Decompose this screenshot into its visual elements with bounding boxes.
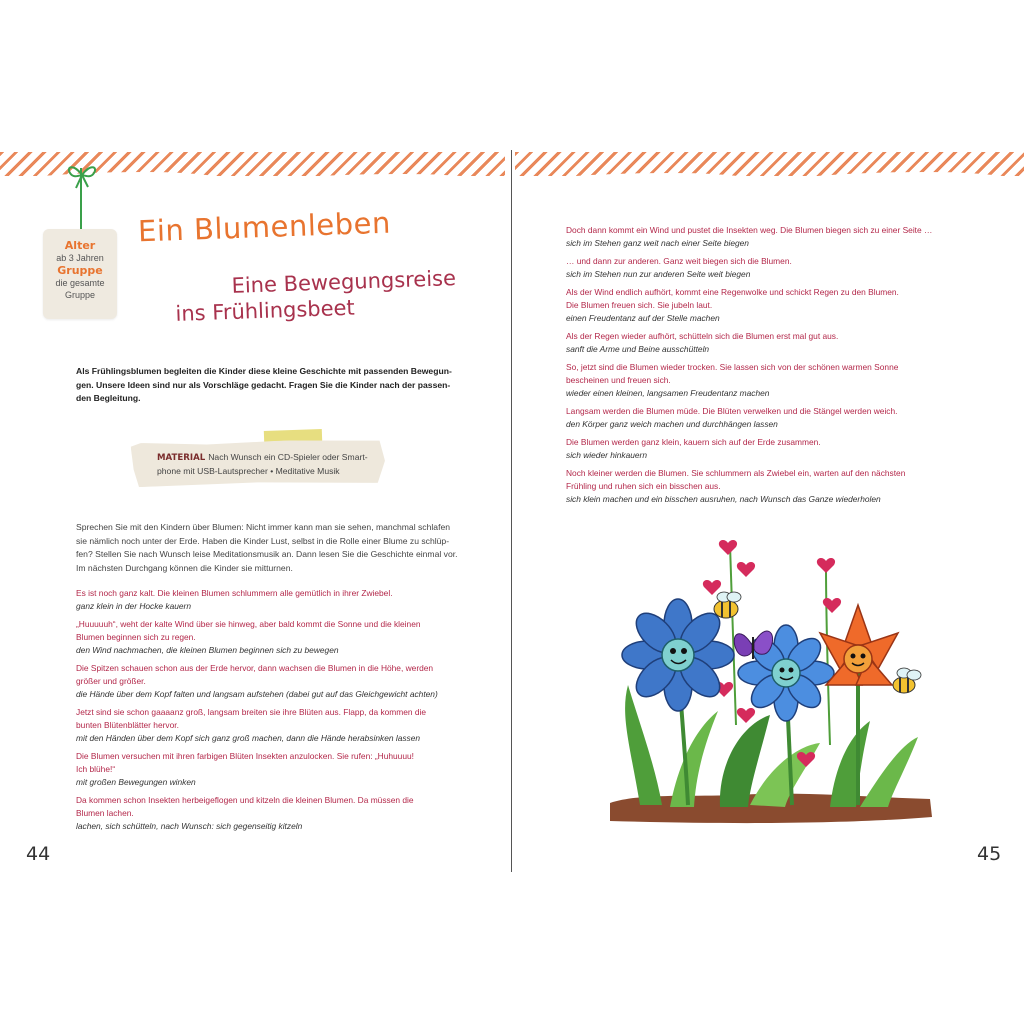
story-text: … und dann zur anderen. Ganz weit biegen sich die Blumen. — [566, 256, 792, 266]
age-value: ab 3 Jahren — [56, 253, 104, 263]
movement-instruction: mit den Händen über dem Kopf sich ganz groß machen, dann die Hände herabsinken lassen — [76, 733, 421, 743]
movement-instruction: lachen, sich schütteln, nach Wunsch: sich gegenseitig kitzeln — [76, 821, 303, 831]
story-text: Es ist noch ganz kalt. Die kleinen Blumen schlummern alle gemütlich in ihrer Zwiebel. — [76, 588, 393, 598]
story-text: Die Blumen versuchen mit ihren farbigen Blüten Insekten anzulocken. Sie rufen: „Huhuuuu! — [76, 751, 414, 761]
movement-instruction: sich im Stehen ganz weit nach einer Seite biegen — [566, 238, 749, 248]
flower-illustration — [600, 525, 940, 830]
story-step — [566, 467, 966, 506]
material-text — [157, 451, 375, 477]
age-group-tag — [43, 229, 117, 319]
stem — [730, 545, 736, 725]
movement-instruction: den Wind nachmachen, die kleinen Blumen beginnen sich zu bewegen — [76, 645, 339, 655]
story-step — [566, 255, 966, 281]
story-column-left — [76, 587, 476, 838]
blue-flower — [622, 599, 734, 711]
group-value-line-1: die gesamte — [55, 278, 105, 288]
story-text: So, jetzt sind die Blumen wieder trocken. Sie lassen sich von der schönen warmen Sonne — [566, 362, 899, 372]
lead-line: Im nächsten Durchgang können die Kinder sie mitturnen. — [76, 562, 293, 573]
subtitle-line-1: Eine Bewegungsreise — [231, 266, 457, 298]
story-text: Jetzt sind sie schon gaaaanz groß, langsam breiten sie ihre Blüten aus. Flapp, da kommen die — [76, 707, 427, 717]
movement-instruction: den Körper ganz weich machen und durchhängen lassen — [566, 419, 778, 429]
story-step — [76, 794, 476, 833]
story-text: größer und größer. — [76, 676, 146, 686]
lead-line: sie nämlich noch unter der Erde. Haben die Kinder Lust, selbst in die Rolle einer Blume zu schlüp- — [76, 535, 450, 546]
leaf — [860, 737, 918, 807]
story-text: Die Blumen freuen sich. Sie jubeln laut. — [566, 300, 713, 310]
story-text: Die Spitzen schauen schon aus der Erde hervor, dann wachsen die Blumen in die Höhe, werden — [76, 663, 434, 673]
story-text: Doch dann kommt ein Wind und pustet die Insekten weg. Die Blumen biegen sich zu einer Seite … — [566, 225, 933, 235]
page-number-right: 45 — [977, 843, 1002, 865]
story-step — [566, 224, 966, 250]
page-gutter — [511, 150, 512, 872]
story-text: Ich blühe!“ — [76, 764, 116, 774]
intro-line: Als Frühlingsblumen begleiten die Kinder diese kleine Geschichte mit passenden Bewegun- — [76, 366, 452, 376]
story-text: bescheinen und freuen sich. — [566, 375, 671, 385]
story-text: Da kommen schon Insekten herbeigeflogen und kitzeln die kleinen Blumen. Da müssen die — [76, 795, 414, 805]
bow-icon — [64, 160, 100, 190]
leaf — [625, 685, 662, 805]
story-text: Als der Regen wieder aufhört, schütteln sich die Blumen erst mal gut aus. — [566, 331, 839, 341]
story-step — [566, 286, 966, 325]
bee-icon — [714, 592, 741, 618]
story-text: Blumen lachen. — [76, 808, 134, 818]
movement-instruction: sich im Stehen nun zur anderen Seite weit biegen — [566, 269, 751, 279]
movement-instruction: die Hände über dem Kopf falten und langsam aufstehen (dabei gut auf das Gleichgewicht achten) — [76, 689, 438, 699]
story-text: bunten Blütenblätter hervor. — [76, 720, 179, 730]
intro-paragraph — [76, 365, 468, 406]
story-column-right — [566, 224, 966, 511]
story-step — [566, 436, 966, 462]
page-number-left: 44 — [26, 843, 51, 865]
story-step — [566, 405, 966, 431]
group-heading: Gruppe — [57, 264, 103, 277]
leaf — [670, 711, 718, 807]
story-text: „Huuuuuh“, weht der kalte Wind über sie hinweg, aber bald kommt die Sonne und die kleinen — [76, 619, 421, 629]
story-step — [76, 706, 476, 745]
bee-icon — [893, 668, 921, 693]
lead-line: Sprechen Sie mit den Kindern über Blumen: Nicht immer kann man sie sehen, manchmal schlafen — [76, 522, 451, 532]
movement-instruction: sich wieder hinkauern — [566, 450, 648, 460]
story-text: Blumen beginnen sich zu regen. — [76, 632, 196, 642]
movement-instruction: mit großen Bewegungen winken — [76, 777, 196, 787]
lead-line: fen? Stellen Sie nach Wunsch leise Meditationsmusik an. Dann lesen Sie die Geschichte einmal vor. — [76, 549, 458, 559]
story-step — [76, 587, 476, 613]
page-title: Ein Blumenleben — [137, 205, 392, 249]
stripe-wave-edge — [230, 174, 520, 190]
group-value-line-2: Gruppe — [64, 290, 96, 300]
story-text: Die Blumen werden ganz klein, kauern sich auf der Erde zusammen. — [566, 437, 821, 447]
intro-line: den Begleitung. — [76, 393, 141, 403]
movement-instruction: einen Freudentanz auf der Stelle machen — [566, 313, 720, 323]
lead-paragraph — [76, 521, 468, 575]
intro-line: gen. Unsere Ideen sind nur als Vorschläge gedacht. Fragen Sie die Kinder nach der passen- — [76, 379, 451, 390]
material-line-2: phone mit USB-Lautsprecher • Meditative Musik — [157, 465, 340, 476]
material-label: MATERIAL — [157, 453, 206, 463]
story-step — [76, 618, 476, 657]
story-text: Als der Wind endlich aufhört, kommt eine Regenwolke und schickt Regen zu den Blumen. — [566, 287, 899, 297]
movement-instruction: wieder einen kleinen, langsamen Freudentanz machen — [566, 388, 770, 398]
material-line-1: Nach Wunsch ein CD-Spieler oder Smart- — [208, 452, 368, 462]
story-step — [76, 750, 476, 789]
age-heading: Alter — [64, 239, 96, 252]
stem — [826, 565, 830, 745]
subtitle-line-2: ins Frühlingsbeet — [175, 295, 356, 326]
story-step — [566, 330, 966, 356]
story-step — [76, 662, 476, 701]
story-step — [566, 361, 966, 400]
story-text: Frühling und ruhen sich ein bisschen aus. — [566, 481, 721, 491]
page-subtitle — [174, 265, 457, 327]
story-text: Langsam werden die Blumen müde. Die Blüten verwelken und die Stängel werden weich. — [566, 406, 898, 416]
story-text: Noch kleiner werden die Blumen. Sie schlummern als Zwiebel ein, warten auf den nächsten — [566, 468, 906, 478]
movement-instruction: sich klein machen und ein bisschen ausruhen, nach Wunsch das Ganze wiederholen — [566, 494, 881, 504]
movement-instruction: sanft die Arme und Beine ausschütteln — [566, 344, 710, 354]
movement-instruction: ganz klein in der Hocke kauern — [76, 601, 191, 611]
leaf — [830, 721, 870, 807]
